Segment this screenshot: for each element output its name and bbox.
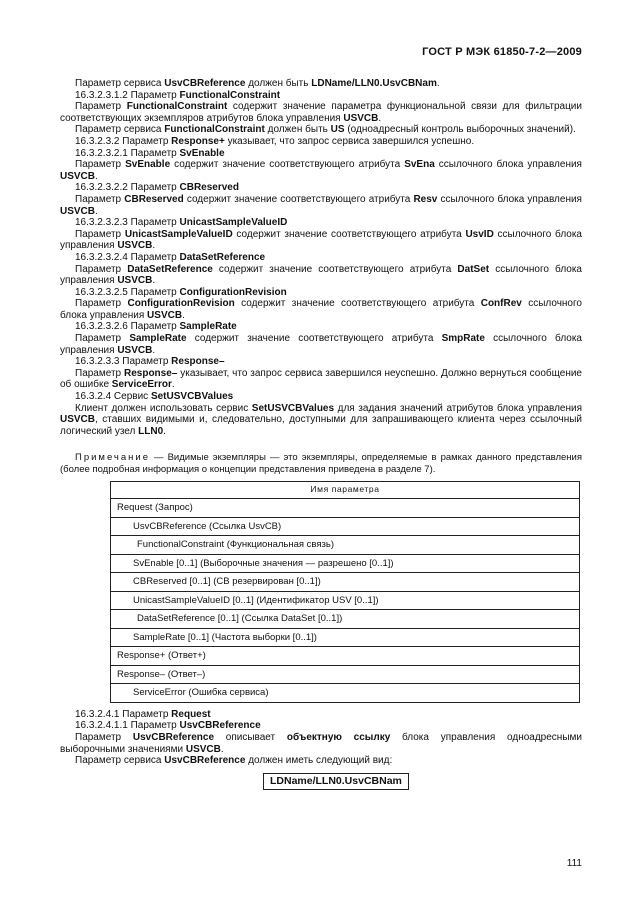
bold-term: UsvCBReference <box>164 78 246 89</box>
text-run: описывает <box>214 731 287 743</box>
paragraph <box>60 403 582 438</box>
bold-term: USVCB <box>185 743 221 755</box>
text-run: 16.3.2.3.2.2 Параметр <box>75 182 180 194</box>
bold-term: DataSetReference <box>179 251 266 263</box>
bold-term: USVCB <box>60 170 96 182</box>
table-header-cell: Имя параметра <box>111 482 580 499</box>
text-run: 16.3.2.3.2.3 Параметр <box>75 217 180 229</box>
table-cell: DataSetReference [0..1] (Ссылка DataSet [0..1]) <box>111 610 580 629</box>
bold-term: SvEnable <box>125 159 171 171</box>
bold-term: USVCB <box>343 112 379 124</box>
text-run: . <box>220 743 224 755</box>
text-run: Параметр <box>75 228 125 240</box>
text-run: 16.3.2.3.2.6 Параметр <box>75 321 180 333</box>
text-run: . <box>171 379 175 391</box>
bold-term: CBReserved <box>124 193 184 205</box>
paragraph <box>60 298 582 321</box>
bold-term: FunctionalConstraint <box>179 89 281 101</box>
table-header-row <box>111 482 580 499</box>
paragraph <box>60 78 582 90</box>
bold-term: Response+ <box>171 135 225 147</box>
text-run: должен быть <box>245 78 312 89</box>
table-cell: UnicastSampleValueID [0..1] (Идентификатор USV [0..1]) <box>111 591 580 610</box>
text-run: указывает, что запрос сервиса завершился неуспешно. Должно вернуться сообщение об ошибке <box>60 367 582 391</box>
paragraph <box>60 159 582 182</box>
table-row <box>111 647 580 666</box>
text-run: Параметр <box>75 193 125 205</box>
text-run: содержит значение соответствующего атрибута <box>234 298 481 310</box>
paragraph <box>60 148 582 160</box>
text-run: 16.3.2.3.2.4 Параметр <box>75 251 180 263</box>
text-run: Параметр <box>75 731 133 743</box>
text-run: 16.3.2.3.3 Параметр <box>75 356 172 368</box>
boxed-reference: LDName/LLN0.UsvCBNam <box>263 773 409 791</box>
text-run: содержит значение соответствующего атрибута <box>183 193 414 205</box>
text-run: . <box>152 344 156 356</box>
bold-term: Resv <box>413 193 438 205</box>
table-cell: FunctionalConstraint (Функциональная связь) <box>111 536 580 555</box>
bold-term: ConfRev <box>480 298 522 310</box>
paragraph <box>60 136 582 148</box>
paragraph <box>60 321 582 333</box>
bold-term: ConfigurationRevision <box>179 286 287 298</box>
text-run: . <box>152 240 156 252</box>
text-run: . <box>378 112 382 124</box>
table-cell: CBReserved [0..1] (CB резервирован [0..1]) <box>111 573 580 592</box>
text-run: Параметр <box>75 101 127 113</box>
paragraph <box>60 368 582 391</box>
table-cell: SampleRate [0..1] (Частота выборки [0..1]) <box>111 628 580 647</box>
paragraph <box>60 709 582 721</box>
paragraph <box>60 182 582 194</box>
text-run: 16.3.2.4.1 Параметр <box>75 708 172 720</box>
table-cell: ServiceError (Ошибка сервиса) <box>111 684 580 703</box>
bold-term: SetUSVCBValues <box>251 402 335 414</box>
bold-term: SampleRate <box>179 321 237 333</box>
table-cell: Request (Запрос) <box>111 499 580 518</box>
paragraph <box>60 252 582 264</box>
standard-header: ГОСТ Р МЭК 61850-7-2—2009 <box>422 46 582 58</box>
bold-term: объектную ссылку <box>286 731 391 743</box>
text-run: . <box>152 275 156 287</box>
paragraph <box>60 217 582 229</box>
note-label: Примечание <box>75 452 150 464</box>
text-run: Параметр сервиса <box>75 755 165 767</box>
text-run: Параметр <box>75 263 128 275</box>
table-cell: Response– (Ответ–) <box>111 665 580 684</box>
bold-term: Request <box>171 708 211 720</box>
text-run: Параметр <box>75 333 130 345</box>
paragraph <box>60 732 582 755</box>
bold-term: UsvCBReference <box>164 755 246 767</box>
bold-term: LDName/LLN0.UsvCBNam <box>311 78 437 89</box>
text-run: Параметр <box>75 298 128 310</box>
table-row <box>111 665 580 684</box>
page-number: 111 <box>566 858 582 869</box>
text-run: Параметр сервиса <box>75 124 165 136</box>
text-run: ссылочного блока управления <box>434 159 582 171</box>
text-run: содержит значение соответствующего атрибута <box>170 159 405 171</box>
text-run: ссылочного блока управления <box>60 298 582 321</box>
paragraph <box>60 90 582 102</box>
bold-term: UnicastSampleValueID <box>179 217 288 229</box>
text-run: 16.3.2.3.1.2 Параметр <box>75 89 180 101</box>
text-run: ссылочного блока управления <box>437 193 582 205</box>
text-run: . <box>95 170 98 182</box>
bold-term: USVCB <box>117 344 153 356</box>
bold-term: CBReserved <box>179 182 239 194</box>
text-run: 16.3.2.3.2 Параметр <box>75 135 172 147</box>
text-run: ссылочного блока управления <box>60 228 582 252</box>
text-run: . <box>182 309 185 321</box>
paragraph <box>60 264 582 287</box>
table-cell: Response+ (Ответ+) <box>111 647 580 666</box>
bold-term: USVCB <box>147 309 183 321</box>
bold-term: ServiceError <box>111 379 172 391</box>
paragraph <box>60 229 582 252</box>
text-run: 16.3.2.3.2.5 Параметр <box>75 286 180 298</box>
text-run: Параметр <box>75 159 126 171</box>
text-run: для задания значений атрибутов блока управления <box>334 402 583 414</box>
text-run: содержит значение соответствующего атрибута <box>186 333 442 345</box>
after-paragraph-list <box>60 709 582 767</box>
text-run: содержит значение соответствующего атрибута <box>232 228 466 240</box>
text-run: 16.3.2.3.2.1 Параметр <box>75 147 180 159</box>
note-text: — Видимые экземпляры — это экземпляры, определяемые в рамках данного представления (более подробная информация о концепции представления приведена в разделе 7). <box>60 452 582 475</box>
bold-term: SvEna <box>404 159 435 171</box>
text-run: 16.3.2.4 Сервис <box>75 391 151 403</box>
text-run: должен быть <box>264 124 331 136</box>
table-cell: SvEnable [0..1] (Выборочные значения — разрешено [0..1]) <box>111 554 580 573</box>
paragraph <box>60 356 582 368</box>
table-row <box>111 517 580 536</box>
text-run: Параметр <box>75 367 124 379</box>
table-row <box>111 610 580 629</box>
paragraph <box>60 720 582 732</box>
bold-term: SetUSVCBValues <box>150 391 234 403</box>
text-run: содержит значение соответствующего атрибута <box>212 263 458 275</box>
note <box>60 452 582 475</box>
bold-term: FunctionalConstraint <box>164 124 265 136</box>
text-run: Параметр сервиса <box>75 78 165 89</box>
bold-term: UsvCBReference <box>179 720 261 732</box>
paragraph-list <box>60 78 582 437</box>
paragraph <box>60 124 582 136</box>
text-run: ссылочного блока управления <box>60 333 582 356</box>
text-run: , ставших видимыми и, следовательно, доступными для запрашивающего клиента через ссылочный логический узел <box>60 414 582 437</box>
table-row <box>111 628 580 647</box>
bold-term: USVCB <box>117 275 153 287</box>
bold-term: USVCB <box>60 205 96 217</box>
paragraph <box>60 101 582 124</box>
bold-term: US <box>330 124 345 136</box>
text-run: . <box>95 205 98 217</box>
table-row <box>111 573 580 592</box>
text-run: 16.3.2.4.1.1 Параметр <box>75 720 180 732</box>
text-run: указывает, что запрос сервиса завершился успешно. <box>224 135 475 147</box>
bold-term: USVCB <box>60 414 96 426</box>
page-body <box>60 78 582 790</box>
paragraph <box>60 194 582 217</box>
paragraph <box>60 755 582 767</box>
table-row <box>111 554 580 573</box>
text-run: ссылочного блока управления <box>60 263 582 287</box>
bold-term: LLN0 <box>138 425 164 437</box>
table-cell: UsvCBReference (Ссылка UsvCB) <box>111 517 580 536</box>
bold-term: Response– <box>124 367 178 379</box>
bold-term: SmpRate <box>441 333 485 345</box>
bold-term: DatSet <box>457 263 490 275</box>
bold-term: UsvID <box>465 228 494 240</box>
table-row <box>111 536 580 555</box>
bold-term: FunctionalConstraint <box>126 101 228 113</box>
bold-term: USVCB <box>117 240 153 252</box>
paragraph <box>60 391 582 403</box>
bold-term: ConfigurationRevision <box>127 298 235 310</box>
table-row <box>111 591 580 610</box>
bold-term: UsvCBReference <box>132 731 215 743</box>
bold-term: SvEnable <box>179 147 225 159</box>
text-run: . <box>436 78 440 89</box>
text-run: содержит значение параметра функциональной связи для фильтрации соответствующих экземпляров атрибутов блока управления <box>60 101 582 124</box>
bold-term: Response– <box>171 356 225 368</box>
paragraph <box>60 333 582 356</box>
table-row <box>111 499 580 518</box>
text-run: (одноадресный контроль выборочных значений). <box>344 124 576 136</box>
bold-term: SampleRate <box>129 333 187 345</box>
text-run: должен иметь следующий вид: <box>245 755 393 767</box>
table-row <box>111 684 580 703</box>
paragraph <box>60 287 582 299</box>
text-run: . <box>163 425 166 437</box>
parameter-table <box>110 481 580 703</box>
text-run: Клиент должен использовать сервис <box>75 402 252 414</box>
bold-term: DataSetReference <box>127 263 213 275</box>
text-run: блока управления одноадресными выборочными значениями <box>60 731 582 755</box>
bold-term: UnicastSampleValueID <box>124 228 233 240</box>
